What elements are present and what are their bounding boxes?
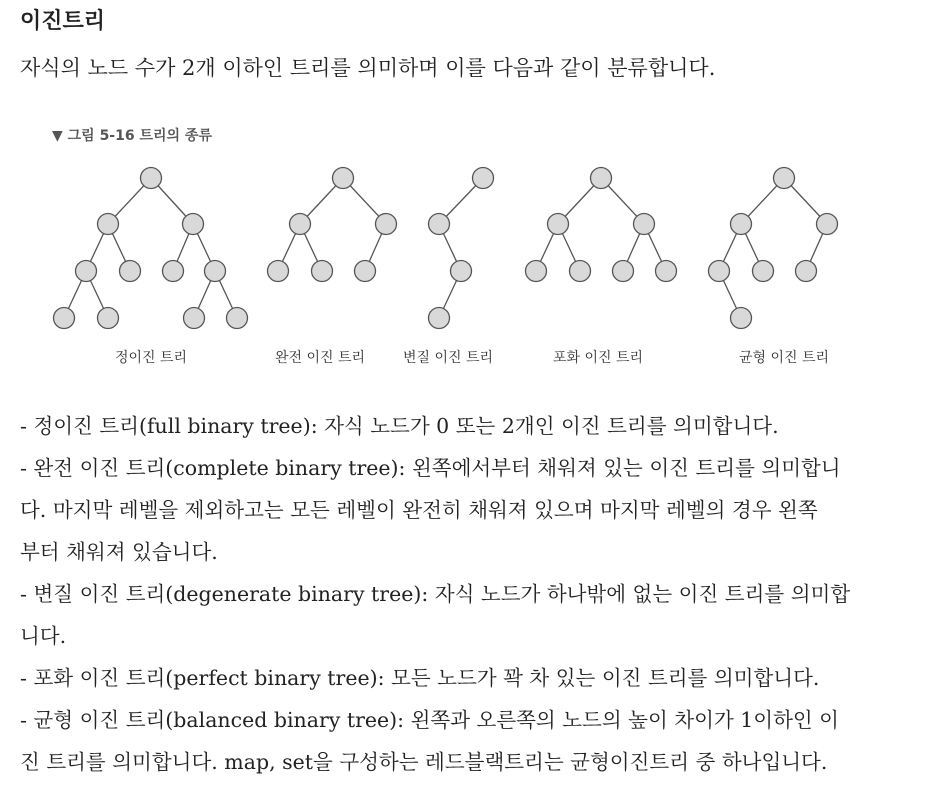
definitions-list bbox=[20, 405, 910, 783]
tree-node bbox=[183, 214, 204, 235]
tree-node bbox=[227, 308, 248, 329]
tree-node bbox=[54, 308, 75, 329]
tree-node bbox=[774, 168, 795, 189]
definition-line: - 정이진 트리(full binary tree): 자식 노드가 0 또는 2개인 이진 트리를 의미합니다. bbox=[20, 414, 779, 438]
tree-node bbox=[290, 214, 311, 235]
tree-node bbox=[429, 214, 450, 235]
tree-complete-binary-nodes bbox=[268, 168, 397, 282]
definition-line: 니다. bbox=[20, 624, 67, 648]
definition-line: - 완전 이진 트리(complete binary tree): 왼쪽에서부터 채워져 있는 이진 트리를 의미합니 bbox=[20, 456, 841, 480]
tree-full-binary bbox=[64, 178, 237, 318]
tree-node bbox=[98, 214, 119, 235]
tree-degenerate-binary bbox=[439, 178, 483, 318]
tree-perfect-binary-nodes bbox=[526, 168, 677, 282]
tree-label-balanced: 균형 이진 트리 bbox=[738, 350, 830, 366]
tree-node bbox=[709, 261, 730, 282]
tree-node bbox=[731, 214, 752, 235]
tree-node bbox=[429, 308, 450, 329]
tree-node bbox=[753, 261, 774, 282]
definition-line: 진 트리를 의미합니다. map, set을 구성하는 레드블랙트리는 균형이진트리 중 하나입니다. bbox=[20, 750, 828, 774]
definition-line: 부터 채워져 있습니다. bbox=[20, 540, 218, 564]
tree-node bbox=[376, 214, 397, 235]
tree-node bbox=[526, 261, 547, 282]
tree-node bbox=[570, 261, 591, 282]
definition-line: - 균형 이진 트리(balanced binary tree): 왼쪽과 오른쪽의 노드의 높이 차이가 1이하인 이 bbox=[20, 708, 839, 732]
tree-node bbox=[796, 261, 817, 282]
figure-caption: ▼ 그림 5-16 트리의 종류 bbox=[52, 128, 212, 144]
tree-node bbox=[120, 261, 141, 282]
tree-node bbox=[312, 261, 333, 282]
tree-node bbox=[76, 261, 97, 282]
tree-node bbox=[548, 214, 569, 235]
tree-node bbox=[163, 261, 184, 282]
tree-node bbox=[817, 214, 838, 235]
tree-degenerate-binary-nodes bbox=[429, 168, 494, 329]
tree-node bbox=[656, 261, 677, 282]
tree-node bbox=[205, 261, 226, 282]
tree-label-full: 정이진 트리 bbox=[114, 350, 188, 366]
tree-node bbox=[731, 308, 752, 329]
definition-line: - 포화 이진 트리(perfect binary tree): 모든 노드가 꽉 차 있는 이진 트리를 의미합니다. bbox=[20, 666, 820, 690]
tree-node bbox=[268, 261, 289, 282]
definition-line: - 변질 이진 트리(degenerate binary tree): 자식 노드가 하나밖에 없는 이진 트리를 의미합 bbox=[20, 582, 851, 606]
section-heading: 이진트리 bbox=[20, 9, 106, 34]
tree-node bbox=[613, 261, 634, 282]
tree-node bbox=[634, 214, 655, 235]
tree-node bbox=[355, 261, 376, 282]
definition-line: 다. 마지막 레벨을 제외하고는 모든 레벨이 완전히 채워져 있으며 마지막 레벨의 경우 왼쪽 bbox=[20, 498, 818, 522]
tree-label-degenerate: 변질 이진 트리 bbox=[402, 350, 494, 366]
intro-paragraph: 자식의 노드 수가 2개 이하인 트리를 의미하며 이를 다음과 같이 분류합니다. bbox=[20, 56, 716, 80]
tree-label-perfect: 포화 이진 트리 bbox=[552, 350, 644, 366]
tree-node bbox=[141, 168, 162, 189]
tree-label-complete: 완전 이진 트리 bbox=[274, 350, 366, 366]
tree-node bbox=[591, 168, 612, 189]
tree-node bbox=[98, 308, 119, 329]
tree-balanced-binary-nodes bbox=[709, 168, 838, 329]
tree-balanced-binary bbox=[719, 178, 827, 318]
tree-node bbox=[473, 168, 494, 189]
tree-node bbox=[451, 261, 472, 282]
tree-types-figure bbox=[0, 150, 930, 380]
tree-full-binary-nodes bbox=[54, 168, 248, 329]
tree-node bbox=[184, 308, 205, 329]
tree-node bbox=[333, 168, 354, 189]
